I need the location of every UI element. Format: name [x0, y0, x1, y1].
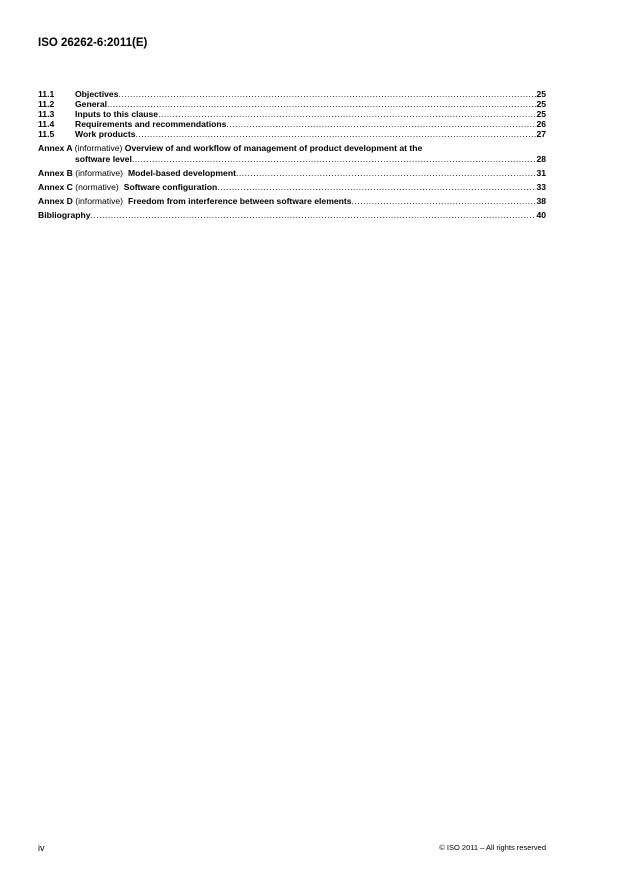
document-header: ISO 26262-6:2011(E): [38, 37, 148, 49]
toc-page: 25: [536, 99, 546, 109]
toc-number: 11.1: [38, 89, 55, 99]
annex-kind: (informative): [75, 167, 124, 178]
toc-title: Work products: [75, 129, 136, 139]
annex-title: Model-based development: [128, 167, 236, 178]
toc-entry-11-5[interactable]: [38, 129, 546, 139]
toc-title: Inputs to this clause: [75, 109, 159, 119]
toc-page: 25: [536, 109, 546, 119]
toc-entry-11-2[interactable]: [38, 99, 546, 109]
dot-leader: [135, 129, 536, 139]
copyright-notice: © ISO 2011 – All rights reserved: [439, 843, 546, 852]
annex-title-cont: software level: [75, 153, 132, 164]
dot-leader: [132, 154, 537, 164]
dot-leader: [91, 210, 537, 220]
toc-title: General: [75, 99, 108, 109]
annex-title: Software configuration: [123, 181, 218, 192]
dot-leader: [236, 168, 537, 178]
toc-page: 26: [536, 119, 546, 129]
annex-label: Annex B: [38, 167, 73, 178]
page-number: iv: [38, 843, 45, 853]
annex-title-continuation: [38, 154, 546, 164]
dot-leader: [226, 119, 536, 129]
annex-title: Freedom from interference between software elements: [128, 195, 352, 206]
toc-number: 11.5: [38, 129, 55, 139]
toc-entry-11-4[interactable]: [38, 119, 546, 129]
toc-entry-annex-c[interactable]: [38, 182, 546, 192]
toc-page: 27: [536, 129, 546, 139]
toc-entry-11-3[interactable]: [38, 109, 546, 119]
dot-leader: [118, 89, 536, 99]
toc-number: 11.2: [38, 99, 55, 109]
toc-page: 28: [536, 153, 546, 164]
toc-title: Requirements and recommendations: [75, 119, 227, 129]
dot-leader: [217, 182, 536, 192]
toc-entry-11-1[interactable]: [38, 89, 546, 99]
annex-kind: (informative): [74, 143, 123, 153]
toc-page: 33: [536, 181, 546, 192]
annex-label: Annex A: [38, 143, 73, 153]
annex-label: Annex C: [38, 181, 73, 192]
toc-page: 40: [536, 209, 546, 220]
toc-page: 38: [536, 195, 546, 206]
toc-entry-bibliography[interactable]: [38, 210, 546, 220]
toc-entry-annex-a[interactable]: [38, 143, 546, 164]
annex-title: Overview of and workflow of management of product development at the: [124, 143, 423, 153]
bibliography-title: Bibliography: [38, 209, 91, 220]
table-of-contents: [38, 89, 546, 220]
annex-kind: (normative): [75, 181, 119, 192]
annex-label: Annex D: [38, 195, 73, 206]
dot-leader: [107, 99, 536, 109]
toc-number: 11.3: [38, 109, 55, 119]
annex-kind: (informative): [75, 195, 124, 206]
toc-title: Objectives: [75, 89, 119, 99]
toc-page: 31: [536, 167, 546, 178]
toc-entry-annex-d[interactable]: [38, 196, 546, 206]
toc-number: 11.4: [38, 119, 55, 129]
toc-entry-annex-b[interactable]: [38, 168, 546, 178]
toc-page: 25: [536, 89, 546, 99]
dot-leader: [352, 196, 537, 206]
dot-leader: [158, 109, 536, 119]
annex-heading: [38, 143, 546, 154]
